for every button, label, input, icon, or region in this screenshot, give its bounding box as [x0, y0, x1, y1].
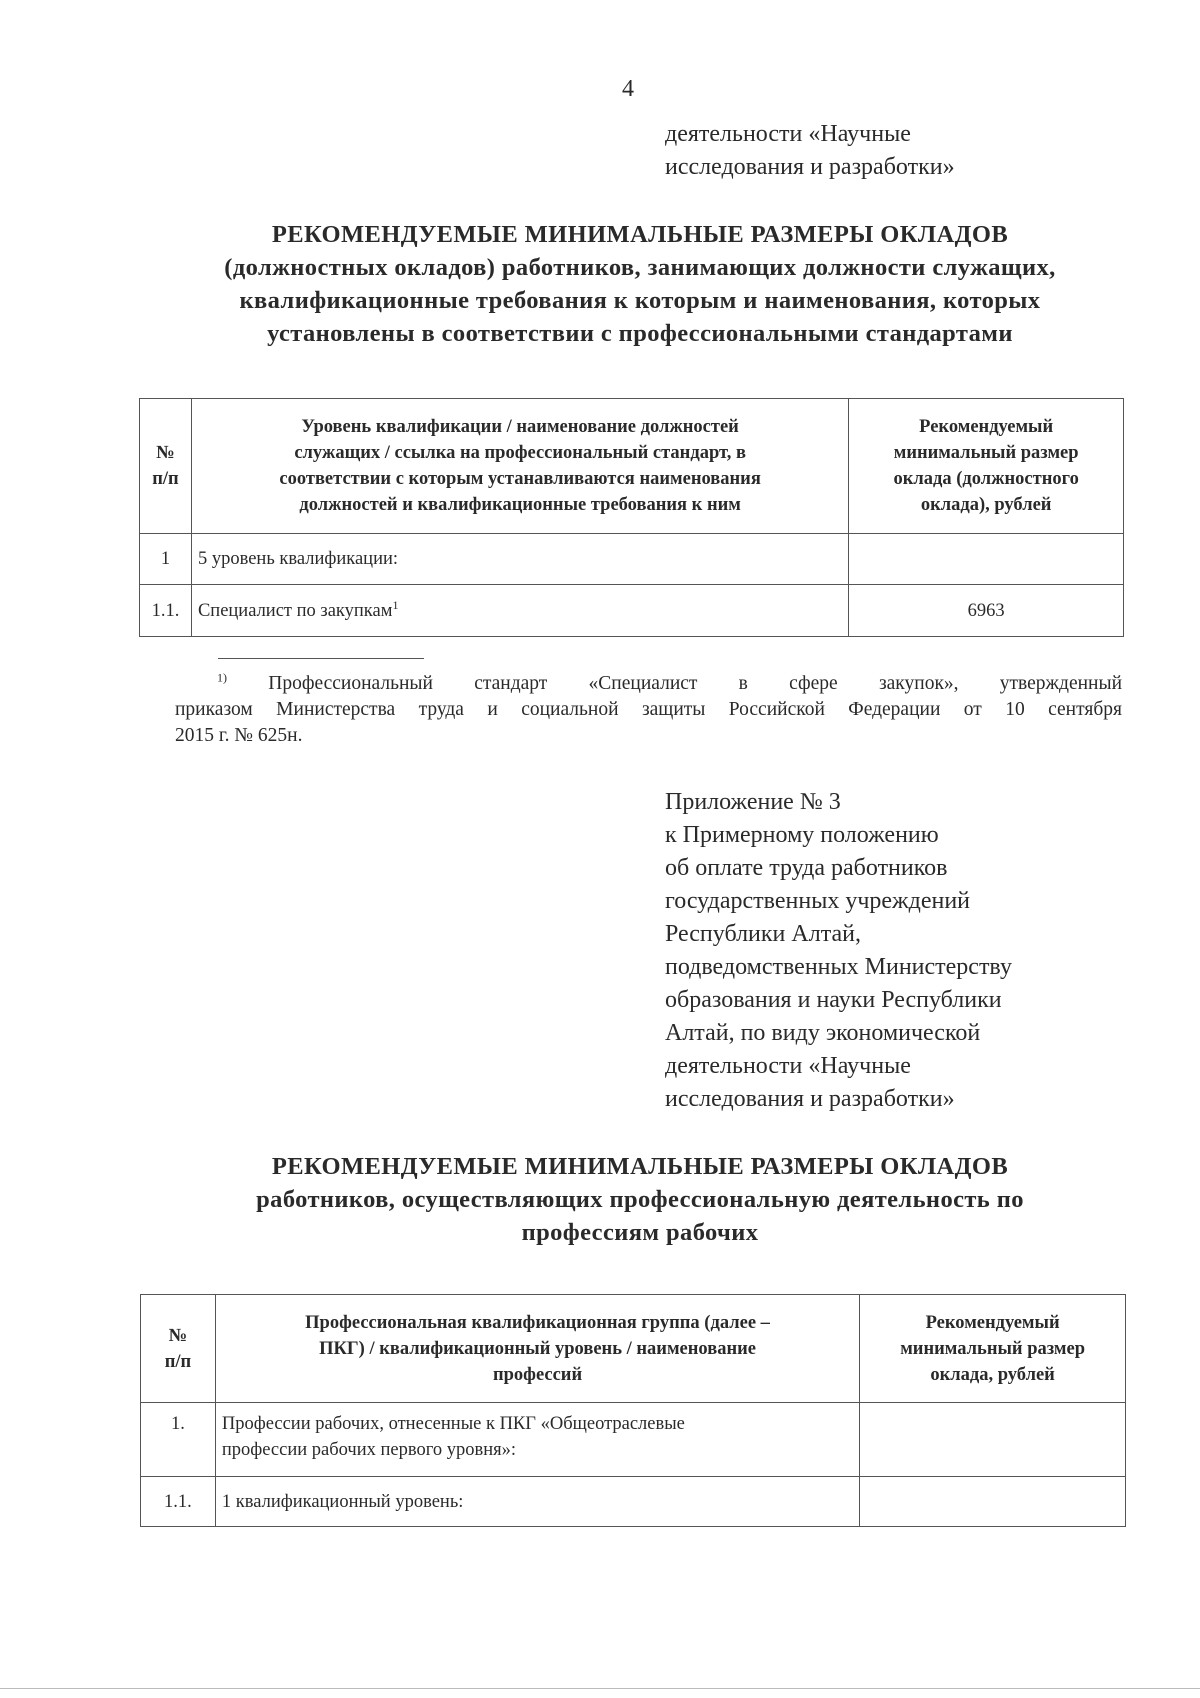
header-num-line: № [168, 1325, 188, 1346]
salary-table-1 [139, 398, 1124, 637]
footnote-mark: 1) [217, 670, 227, 685]
footnote-line: 2015 г. № 625н. [175, 725, 303, 746]
row-num: 1 [140, 534, 192, 585]
footnote-divider [218, 658, 424, 659]
appendix3-line: к Примерному положению [665, 822, 939, 848]
row-description-line: профессии рабочих первого уровня»: [221, 1440, 516, 1460]
row-amount [860, 1477, 1126, 1527]
header-num-line: № [156, 443, 175, 463]
header-num [140, 399, 192, 534]
table-header-row [140, 399, 1124, 534]
header-amount-line: Рекомендуемый [925, 1312, 1060, 1333]
row-amount: 6963 [849, 585, 1124, 637]
header-description [191, 399, 848, 534]
row-description [191, 585, 848, 637]
appendix-continuation [665, 118, 955, 184]
row-num: 1.1. [141, 1477, 216, 1527]
header-description-line: Уровень квалификации / наименование должностей [301, 417, 739, 437]
header-num [141, 1295, 216, 1403]
header-description-line: Профессиональная квалификационная группа (далее – [305, 1312, 770, 1333]
page-number: 4 [622, 76, 634, 102]
appendix3-line: исследования и разработки» [665, 1086, 955, 1112]
section2-heading [140, 1150, 1140, 1249]
row-amount [860, 1403, 1126, 1477]
section2-heading-line: профессиям рабочих [521, 1219, 759, 1246]
appendix3-line: образования и науки Республики [665, 987, 1002, 1013]
table-row [141, 1403, 1126, 1477]
header-num-line: п/п [152, 469, 179, 489]
row-num: 1.1. [140, 585, 192, 637]
header-description-line: ПКГ) / квалификационный уровень / наименование [319, 1338, 756, 1359]
appendix-continuation-line: исследования и разработки» [665, 154, 955, 180]
header-description [215, 1295, 859, 1403]
header-amount [849, 399, 1124, 534]
appendix3-line: Республики Алтай, [665, 921, 861, 947]
row-amount [849, 534, 1124, 585]
section1-heading-line: установлены в соответствии с профессиональными стандартами [267, 320, 1013, 347]
footnote-reference: 1 [392, 597, 399, 612]
footnote-text: Профессиональный стандарт «Специалист в сфере закупок», утвержденный [268, 673, 1123, 694]
row-description: 1 квалификационный уровень: [215, 1477, 859, 1527]
table-row [140, 585, 1124, 637]
row-num: 1. [141, 1403, 216, 1477]
section2-heading-line: РЕКОМЕНДУЕМЫЕ МИНИМАЛЬНЫЕ РАЗМЕРЫ ОКЛАДОВ [271, 1153, 1009, 1180]
header-description-line: соответствии с которым устанавливаются наименования [279, 469, 761, 489]
header-amount-line: минимальный размер [893, 443, 1079, 463]
appendix3-line: подведомственных Министерству [665, 954, 1012, 980]
row-description-line: Профессии рабочих, отнесенные к ПКГ «Общеотраслевые [221, 1414, 685, 1434]
appendix3-line: государственных учреждений [665, 888, 971, 914]
table-row [140, 534, 1124, 585]
header-amount-line: Рекомендуемый [919, 417, 1054, 437]
scan-edge-line [0, 1688, 1200, 1689]
table-header-row [141, 1295, 1126, 1403]
header-amount [860, 1295, 1126, 1403]
header-amount-line: минимальный размер [900, 1338, 1086, 1359]
header-description-line: должностей и квалификационные требования к ним [299, 495, 741, 515]
table-row [141, 1477, 1126, 1527]
section1-heading-line: (должностных окладов) работников, занимающих должности служащих, [224, 254, 1056, 281]
header-amount-line: оклада (должностного [893, 469, 1079, 489]
appendix3-line: Алтай, по виду экономической [665, 1020, 981, 1046]
appendix3-line: об оплате труда работников [665, 855, 948, 881]
footnote-line: приказом Министерства труда и социальной защиты Российской Федерации от 10 сентября [175, 699, 1122, 720]
header-num-line: п/п [164, 1351, 192, 1372]
header-amount-line: оклада, рублей [930, 1364, 1055, 1385]
footnote [175, 671, 1122, 749]
section2-heading-line: работников, осуществляющих профессиональную деятельность по [256, 1186, 1024, 1213]
section1-heading-line: РЕКОМЕНДУЕМЫЕ МИНИМАЛЬНЫЕ РАЗМЕРЫ ОКЛАДОВ [271, 221, 1009, 248]
appendix3-line: Приложение № 3 [665, 789, 841, 815]
header-description-line: профессий [492, 1364, 583, 1385]
header-amount-line: оклада), рублей [920, 495, 1052, 515]
row-description [215, 1403, 859, 1477]
header-description-line: служащих / ссылка на профессиональный стандарт, в [294, 443, 746, 463]
footnote-line [175, 671, 1122, 697]
row-description-text: Специалист по закупкам [197, 600, 393, 621]
section1-heading [140, 218, 1140, 350]
appendix3-header [665, 786, 1012, 1116]
salary-table-2 [140, 1294, 1126, 1527]
appendix-continuation-line: деятельности «Научные [665, 121, 911, 147]
row-description: 5 уровень квалификации: [191, 534, 848, 585]
section1-heading-line: квалификационные требования к которым и наименования, которых [239, 287, 1041, 314]
appendix3-line: деятельности «Научные [665, 1053, 911, 1079]
